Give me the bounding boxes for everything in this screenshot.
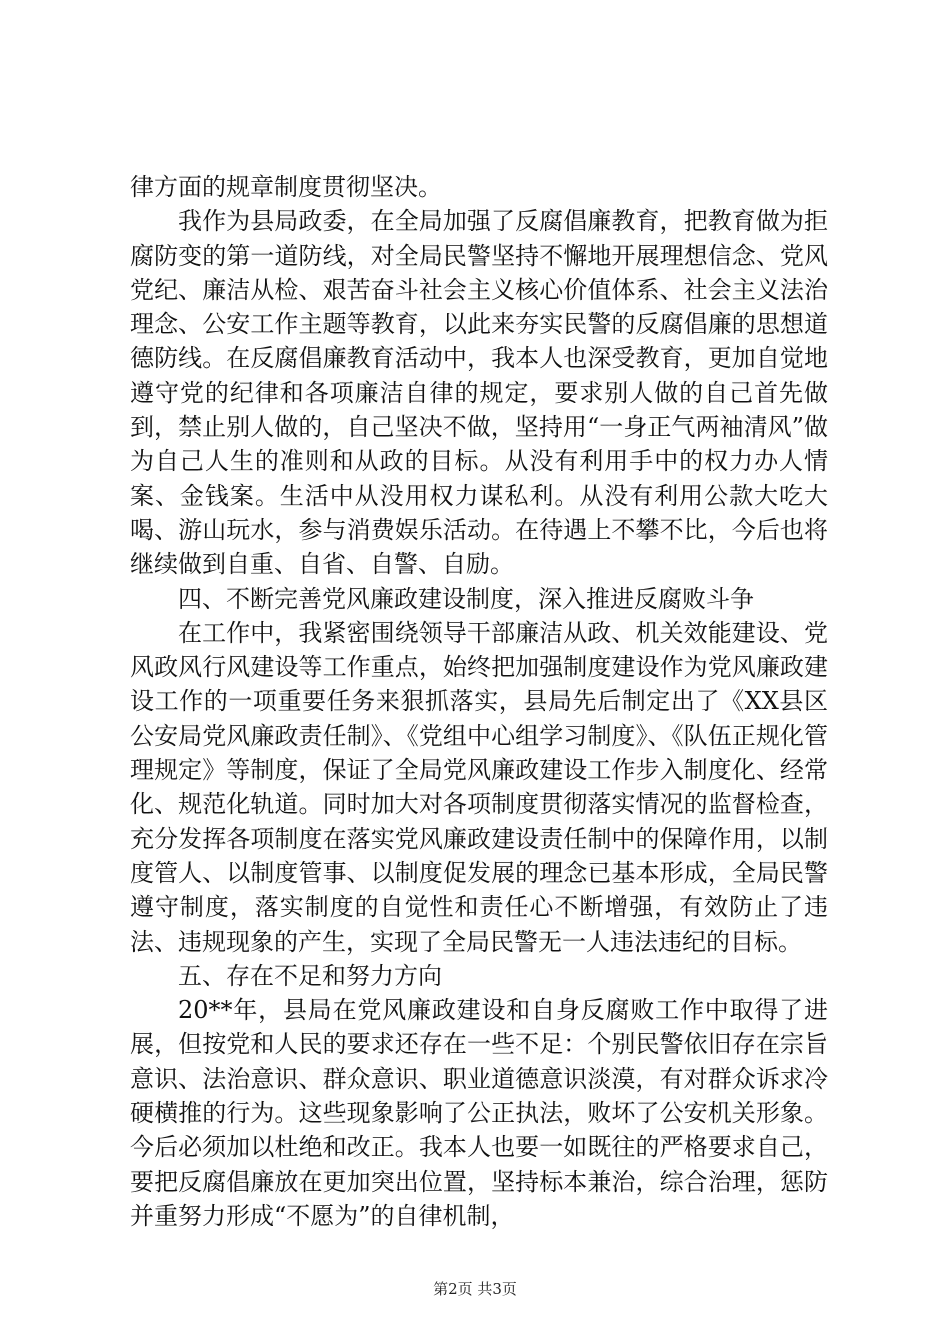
section-heading-four: 四、不断完善党风廉政建设制度，深入推进反腐败斗争 <box>178 584 754 613</box>
paragraph-system-building: 在工作中，我紧密围绕领导干部廉洁从政、机关效能建设、党风政风行风建设等工作重点，始终把加强制度建设作为党风廉政建设工作的一项重要任务来狠抓落实，县局先后制定出了《XX县区公安局党风廉政责任制》、《党组中心组学习制度》、《队伍正规化管理规定》等制度，保证了全局党风廉政建设工作步入制度化、经常化、规范化轨道。同时加大对各项制度贯彻落实情况的监督检查，充分发挥各项制度在落实党风廉政建设责任制中的保障作用，以制度管人、以制度管事、以制度促发展的理念已基本形成，全局民警遵守制度，落实制度的自觉性和责任心不断增强，有效防止了违法、违规现象的产生，实现了全局民警无一人违法违纪的目标。 <box>130 618 828 956</box>
document-body <box>130 170 828 1233</box>
section-heading-five: 五、存在不足和努力方向 <box>178 961 442 990</box>
paragraph-shortcomings: 20**年，县局在党风廉政建设和自身反腐败工作中取得了进展，但按党和人民的要求还存在一些不足：个别民警依旧存在宗旨意识、法治意识、群众意识、职业道德意识淡漠，有对群众诉求冷硬横推的行为。这些现象影响了公正执法，败坏了公安机关形象。今后必须加以杜绝和改正。我本人也要一如既往的严格要求自己，要把反腐倡廉放在更加突出位置，坚持标本兼治，综合治理，惩防并重努力形成“不愿为”的自律机制， <box>130 996 828 1230</box>
page-number-footer: 第2页 共3页 <box>433 1280 517 1298</box>
paragraph-continuation: 律方面的规章制度贯彻坚决。 <box>130 173 442 201</box>
paragraph-political-commissar-education: 我作为县局政委，在全局加强了反腐倡廉教育，把教育做为拒腐防变的第一道防线，对全局民警坚持不懈地开展理想信念、党风党纪、廉洁从检、艰苦奋斗社会主义核心价值体系、社会主义法治理念、公安工作主题等教育，以此来夯实民警的反腐倡廉的思想道德防线。在反腐倡廉教育活动中，我本人也深受教育，更加自觉地遵守党的纪律和各项廉洁自律的规定，要求别人做的自己首先做到，禁止别人做的，自己坚决不做，坚持用“一身正气两袖清风”做为自己人生的准则和从政的目标。从没有利用手中的权力办人情案、金钱案。生活中从没用权力谋私利。从没有利用公款大吃大喝、游山玩水，参与消费娱乐活动。在待遇上不攀不比，今后也将继续做到自重、自省、自警、自励。 <box>130 207 828 579</box>
